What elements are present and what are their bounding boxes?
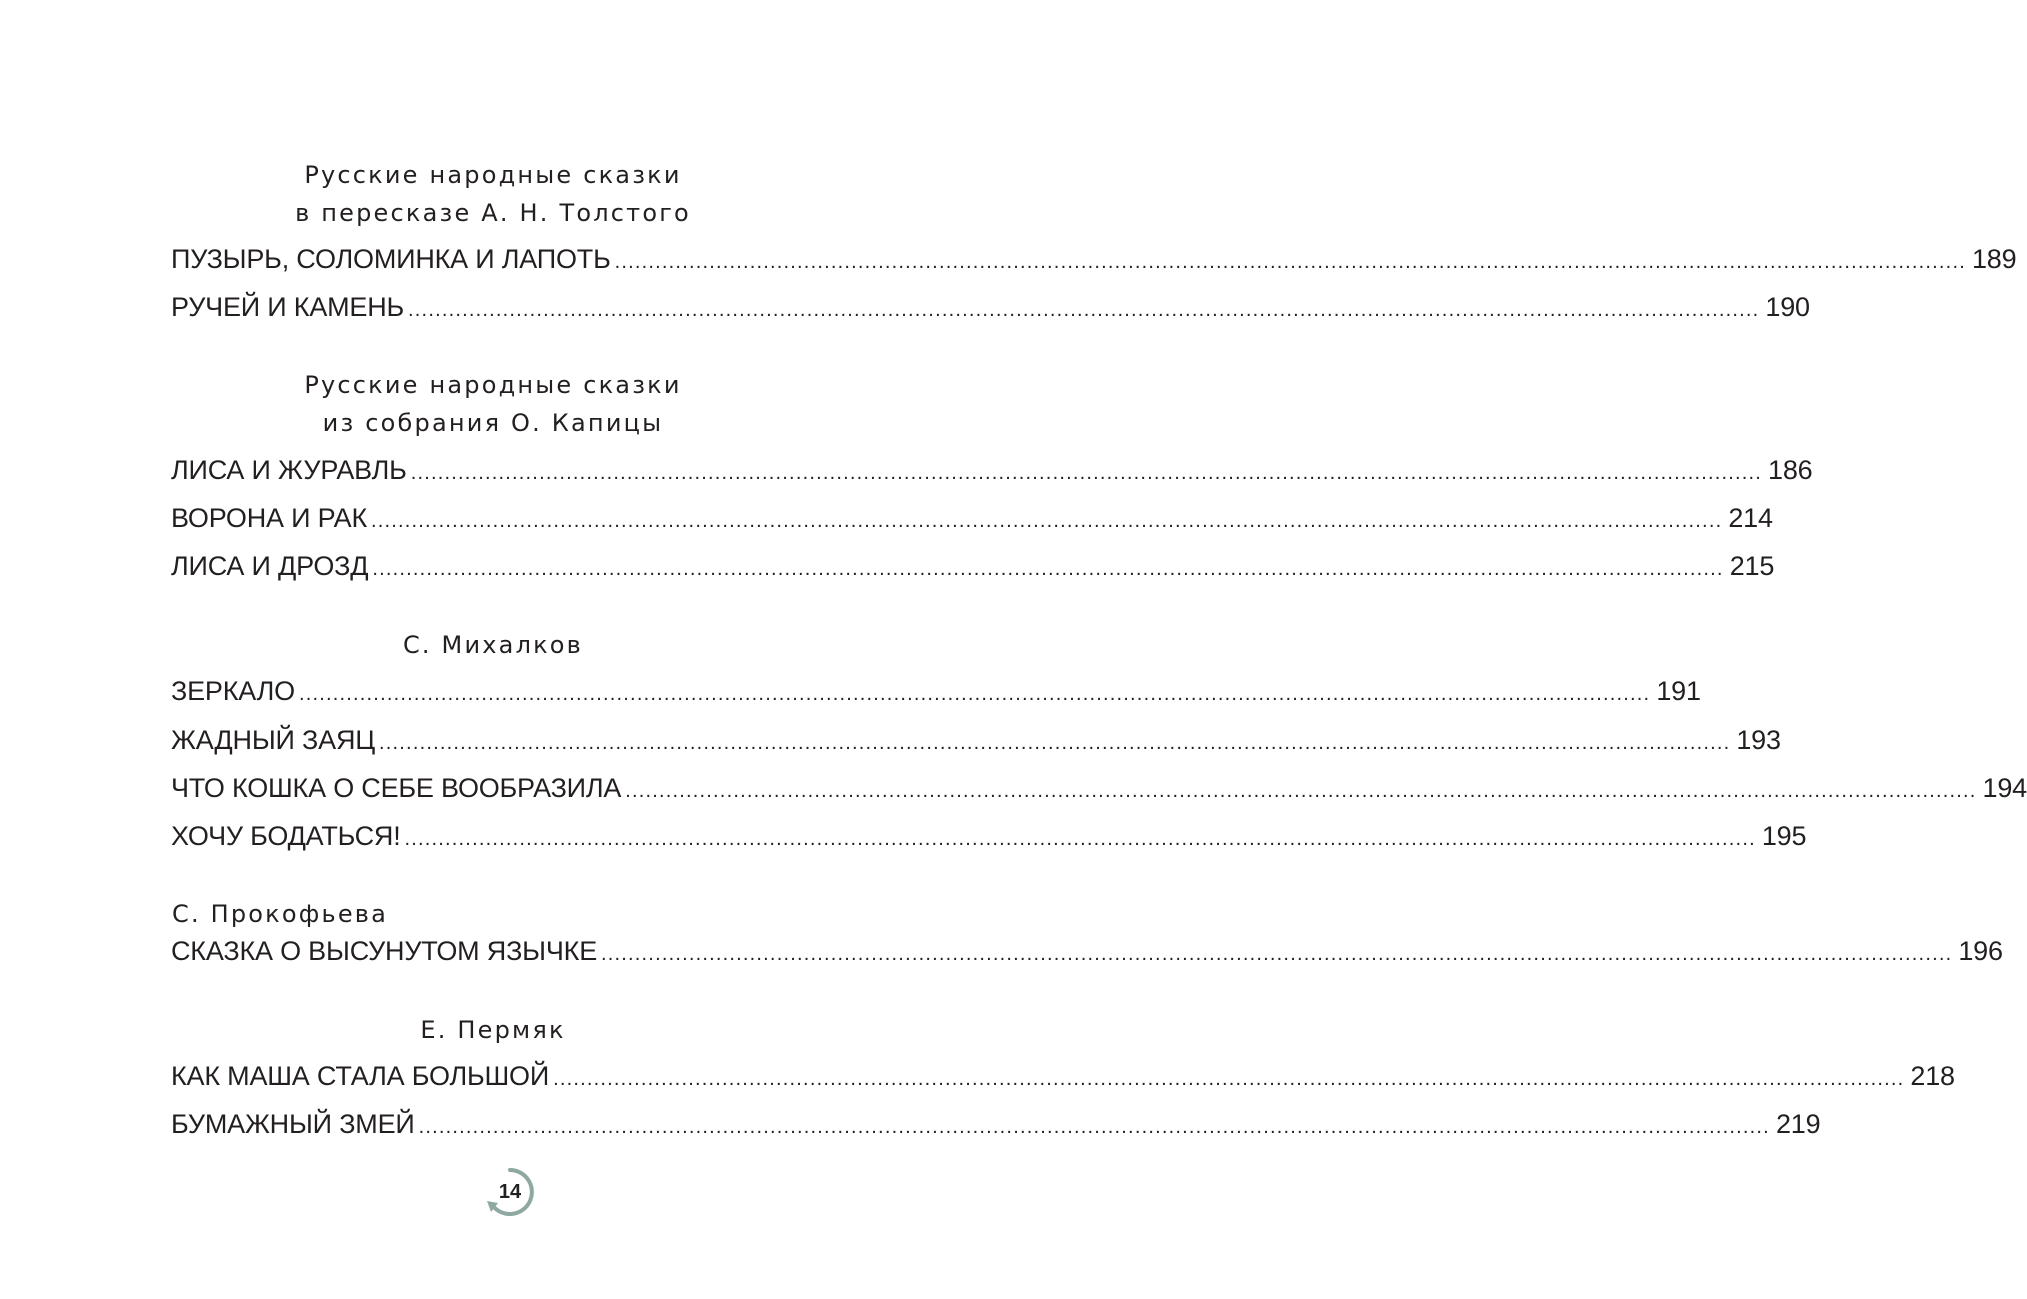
heading-line: из собрания О. Капицы: [322, 409, 664, 437]
dot-leader: ........................................................................................................................................................................................................: [410, 462, 1763, 484]
dot-leader: ........................................................................................................................................................................................................: [553, 1068, 1905, 1090]
section-heading: [172, 895, 388, 933]
page-number: 14: [498, 1181, 522, 1203]
heading-line: в пересказе А. Н. Толстого: [295, 199, 691, 227]
entry-page: 218: [1910, 1061, 1955, 1091]
toc-entry[interactable]: [171, 1059, 1955, 1093]
entry-title: ЛИСА И ДРОЗД: [171, 551, 369, 581]
entry-page: 196: [1958, 936, 2003, 966]
dot-leader: ........................................................................................................................................................................................................: [418, 1116, 1770, 1138]
dot-leader: ........................................................................................................................................................................................................: [372, 558, 1724, 580]
toc-entry[interactable]: [171, 453, 1813, 487]
section-heading: [0, 366, 986, 442]
entry-title: ЧТО КОШКА О СЕБЕ ВООБРАЗИЛА: [171, 773, 622, 803]
heading-line: Е. Пермяк: [420, 1016, 566, 1044]
toc-entry[interactable]: [171, 723, 1781, 757]
entry-title: ЖАДНЫЙ ЗАЯЦ: [171, 725, 376, 755]
entry-page: 194: [1982, 773, 2027, 803]
toc-entry[interactable]: [171, 934, 2003, 968]
entry-title: ВОРОНА И РАК: [171, 503, 367, 533]
dot-leader: ........................................................................................................................................................................................................: [614, 251, 1966, 273]
entry-title: КАК МАША СТАЛА БОЛЬШОЙ: [171, 1061, 550, 1091]
dot-leader: ........................................................................................................................................................................................................: [371, 510, 1723, 532]
dot-leader: ........................................................................................................................................................................................................: [298, 683, 1651, 705]
entry-page: 214: [1728, 503, 1773, 533]
entry-page: 190: [1765, 292, 1810, 322]
page-number-badge: [484, 1166, 536, 1218]
toc-entry[interactable]: [171, 501, 1773, 535]
heading-line: Русские народные сказки: [304, 371, 682, 399]
dot-leader: ........................................................................................................................................................................................................: [601, 943, 1953, 965]
heading-line: С. Михалков: [402, 631, 584, 659]
section-heading: [0, 1011, 986, 1049]
toc-entry[interactable]: [171, 1107, 1821, 1141]
entry-title: БУМАЖНЫЙ ЗМЕЙ: [171, 1109, 415, 1139]
entry-page: 189: [1971, 244, 2017, 274]
entry-title: ЗЕРКАЛО: [171, 676, 295, 706]
entry-title: ХОЧУ БОДАТЬСЯ!: [171, 821, 401, 851]
entry-title: ЛИСА И ЖУРАВЛЬ: [171, 455, 407, 485]
toc-entry[interactable]: [171, 290, 1810, 324]
entry-title: СКАЗКА О ВЫСУНУТОМ ЯЗЫЧКЕ: [171, 936, 598, 966]
toc-entry[interactable]: [171, 242, 2017, 276]
toc-entry[interactable]: [171, 819, 1807, 853]
heading-line: Русские народные сказки: [304, 161, 682, 189]
toc-entry[interactable]: [171, 674, 1701, 708]
entry-page: 191: [1656, 676, 1701, 706]
dot-leader: ........................................................................................................................................................................................................: [408, 299, 1760, 321]
entry-page: 186: [1768, 455, 1813, 485]
entry-title: РУЧЕЙ И КАМЕНЬ: [171, 292, 405, 322]
heading-line: С. Прокофьева: [172, 900, 389, 928]
entry-page: 215: [1729, 551, 1775, 581]
entry-page: 193: [1736, 725, 1781, 755]
toc-entry[interactable]: [171, 771, 2027, 805]
dot-leader: ........................................................................................................................................................................................................: [625, 780, 1977, 802]
toc-entry[interactable]: [171, 549, 1775, 583]
section-heading: [0, 156, 986, 232]
entry-title: ПУЗЫРЬ, СОЛОМИНКА И ЛАПОТЬ: [171, 244, 611, 274]
section-heading: [0, 626, 986, 664]
entry-page: 219: [1775, 1109, 1821, 1139]
dot-leader: ........................................................................................................................................................................................................: [379, 732, 1731, 754]
entry-page: 195: [1761, 821, 1807, 851]
dot-leader: ........................................................................................................................................................................................................: [404, 828, 1756, 850]
